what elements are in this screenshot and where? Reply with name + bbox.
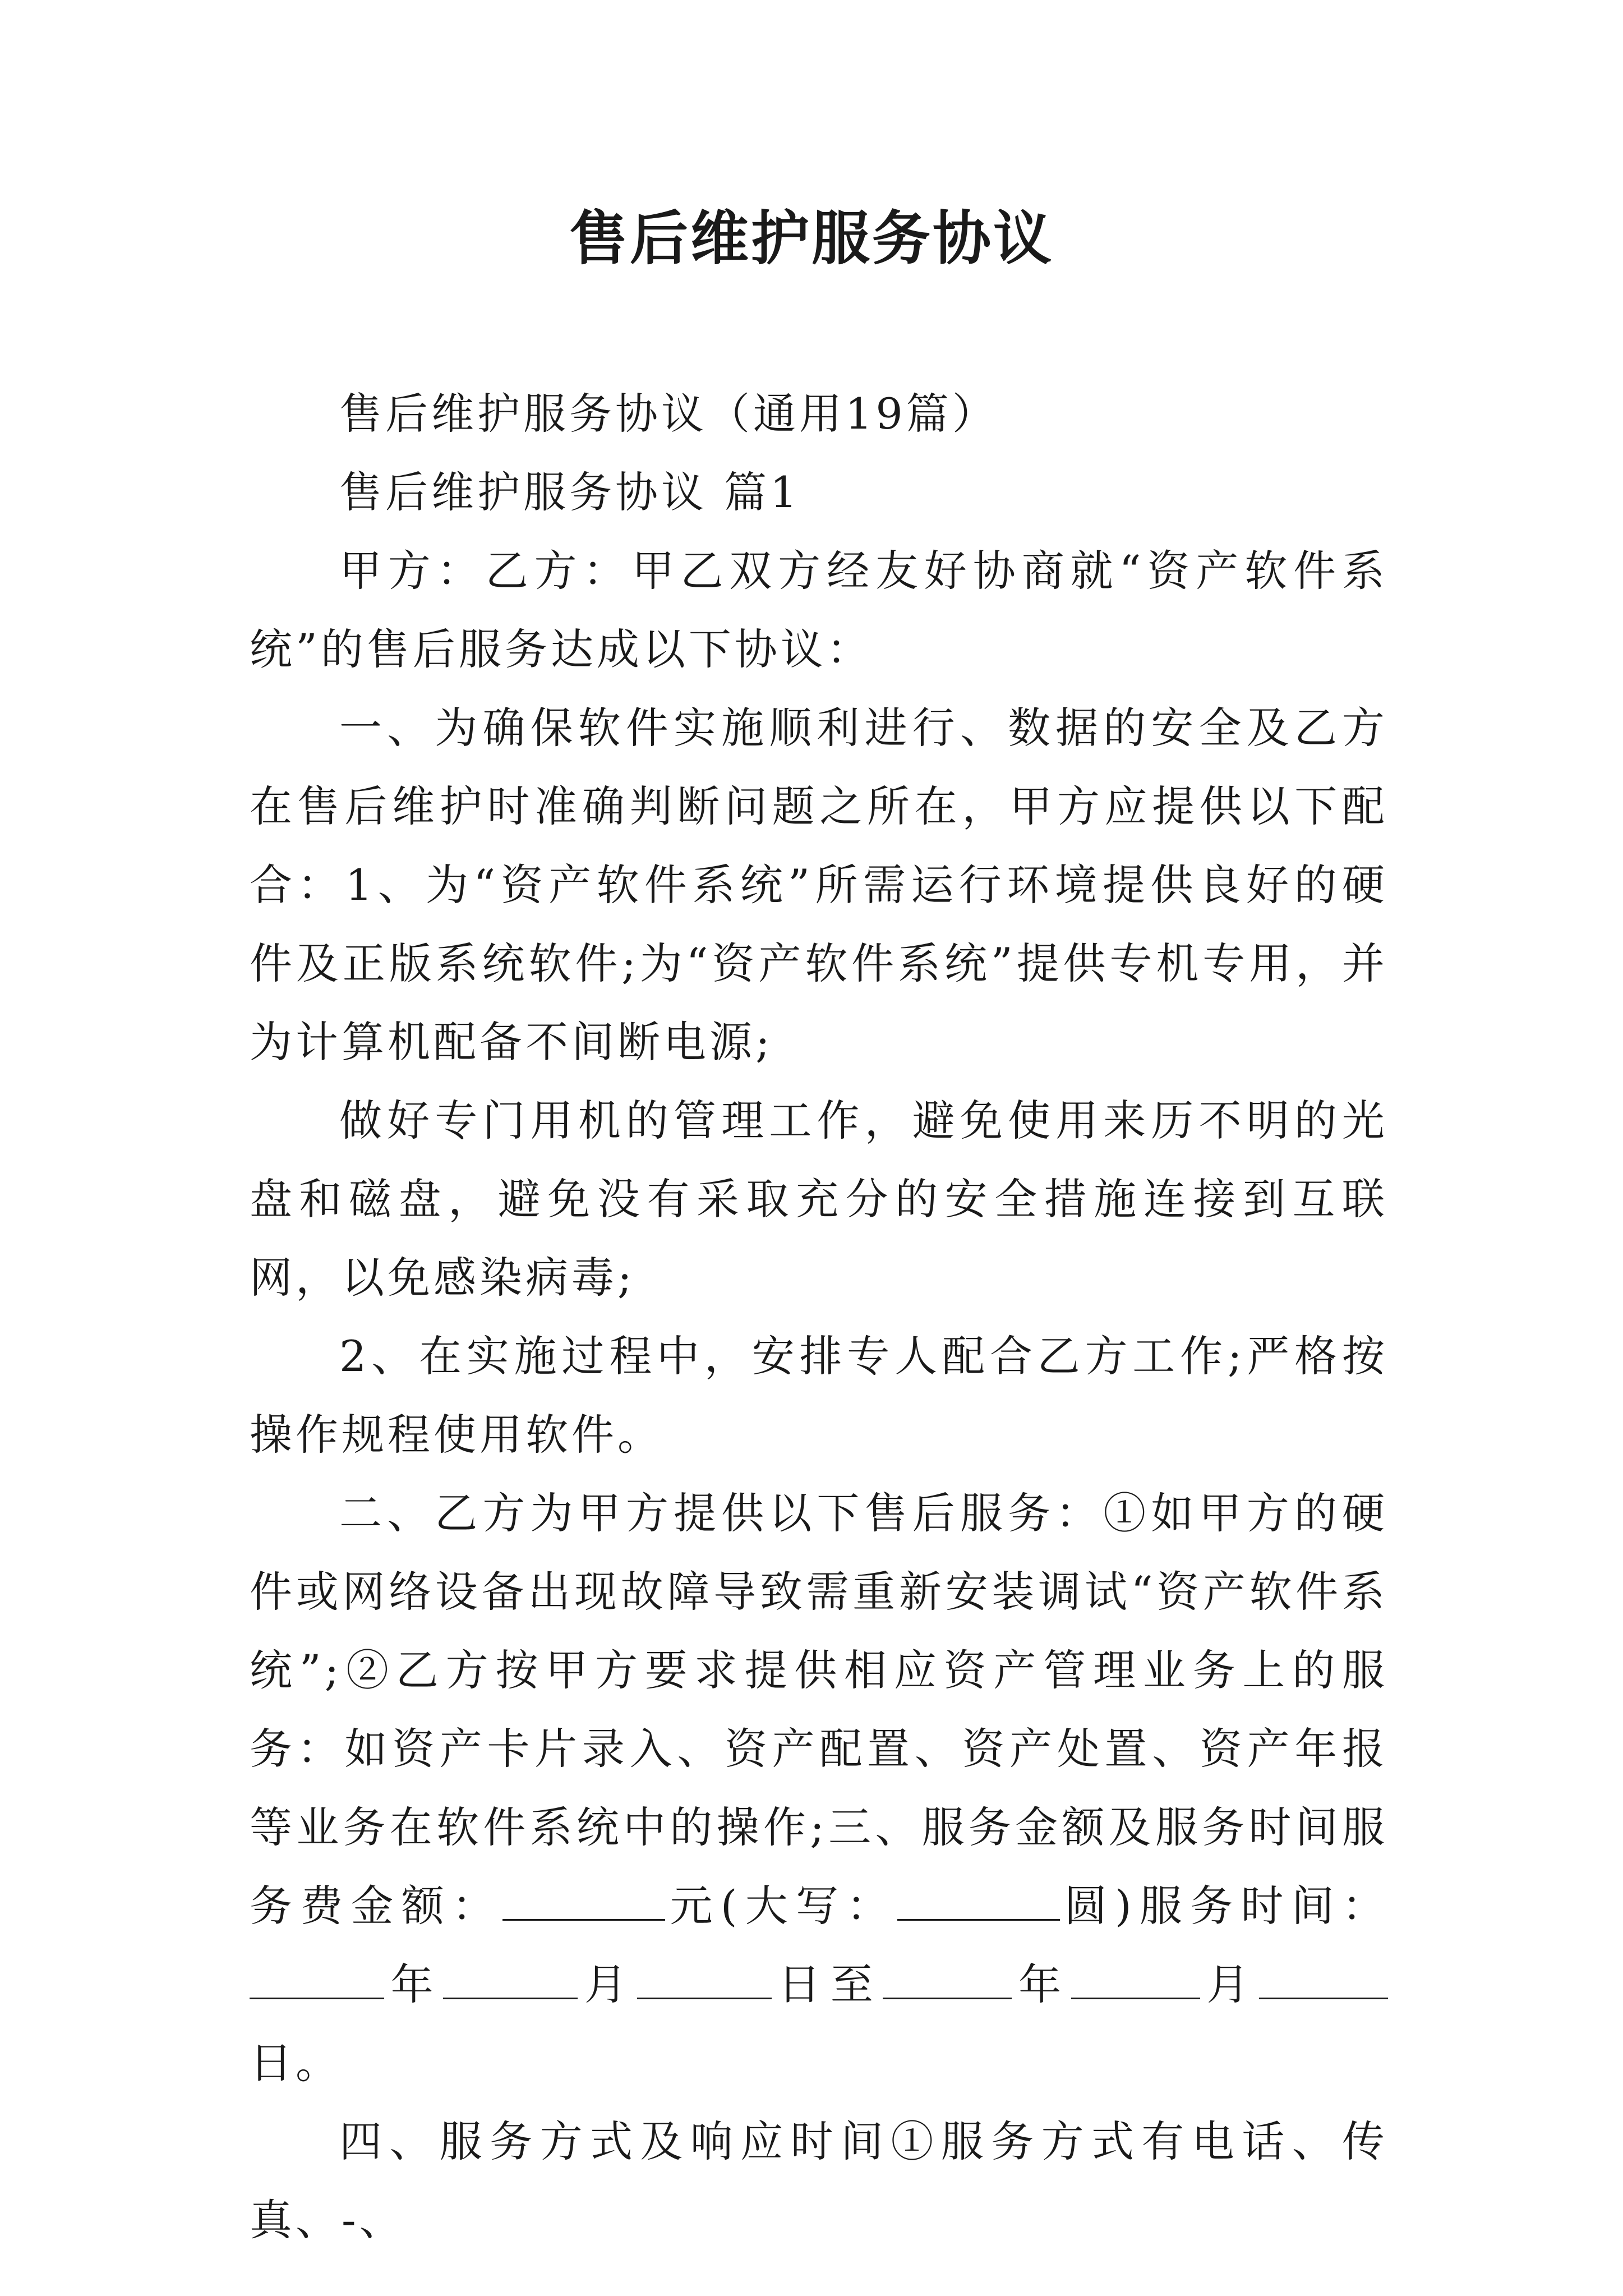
start-year-blank xyxy=(250,1958,384,1999)
paragraph-machine-management: 做好专门用机的管理工作，避免使用来历不明的光盘和磁盘，避免没有采取充分的安全措施连接到互联网，以免感染病毒; xyxy=(250,1096,1388,1303)
end-year-blank xyxy=(883,1958,1012,1999)
clause-two-three-text: 二、乙方为甲方提供以下售后服务：①如甲方的硬件或网络设备出现故障导致需重新安装调试“资产软件系统”;②乙方按甲方要求提供相应资产管理业务上的服务：如资产卡片录入、资产配置、资产处置、资产年报等业务在软件系统中的操作;三、服务金额及服务时间服务费金额： xyxy=(250,1488,1388,1931)
start-month-blank xyxy=(443,1958,578,1999)
fee-unit-close-label: 圆)服务时间： xyxy=(1059,1881,1389,1931)
document-body xyxy=(250,375,1388,2260)
fee-unit-label: 元(大写： xyxy=(665,1881,897,1931)
day-to-label: 日至 xyxy=(771,1959,883,2009)
paragraph-collection-title: 售后维护服务协议（通用19篇） xyxy=(339,389,998,439)
end-month-blank xyxy=(1071,1958,1200,1999)
start-year-label: 年 xyxy=(384,1959,444,2009)
end-year-label: 年 xyxy=(1012,1959,1071,2009)
paragraph-clause-one: 一、为确保软件实施顺利进行、数据的安全及乙方在售后维护时准确判断问题之所在，甲方应提供以下配合：1、为“资产软件系统”所需运行环境提供良好的硬件及正版系统软件;为“资产软件系统”提供专机专用，并为计算机配备不间断电源; xyxy=(250,703,1388,1067)
start-month-label: 月 xyxy=(578,1959,637,2009)
fee-capital-blank xyxy=(897,1880,1060,1921)
end-month-label: 月 xyxy=(1200,1959,1260,2009)
end-day-blank xyxy=(1259,1958,1388,1999)
fee-amount-blank xyxy=(502,1880,665,1921)
paragraph-clause-two-three xyxy=(250,1474,1388,2102)
paragraph-parties: 甲方：乙方：甲乙双方经友好协商就“资产软件系统”的售后服务达成以下协议： xyxy=(250,546,1388,674)
start-day-blank xyxy=(637,1958,772,1999)
paragraph-chapter-heading: 售后维护服务协议 篇1 xyxy=(339,467,801,517)
paragraph-clause-one-item-two: 2、在实施过程中，安排专人配合乙方工作;严格按操作规程使用软件。 xyxy=(250,1331,1388,1460)
end-day-label: 日。 xyxy=(250,2038,342,2088)
document-title: 售后维护服务协议 xyxy=(569,204,1054,273)
paragraph-clause-four: 四、服务方式及响应时间①服务方式有电话、传真、-、 xyxy=(250,2116,1388,2245)
